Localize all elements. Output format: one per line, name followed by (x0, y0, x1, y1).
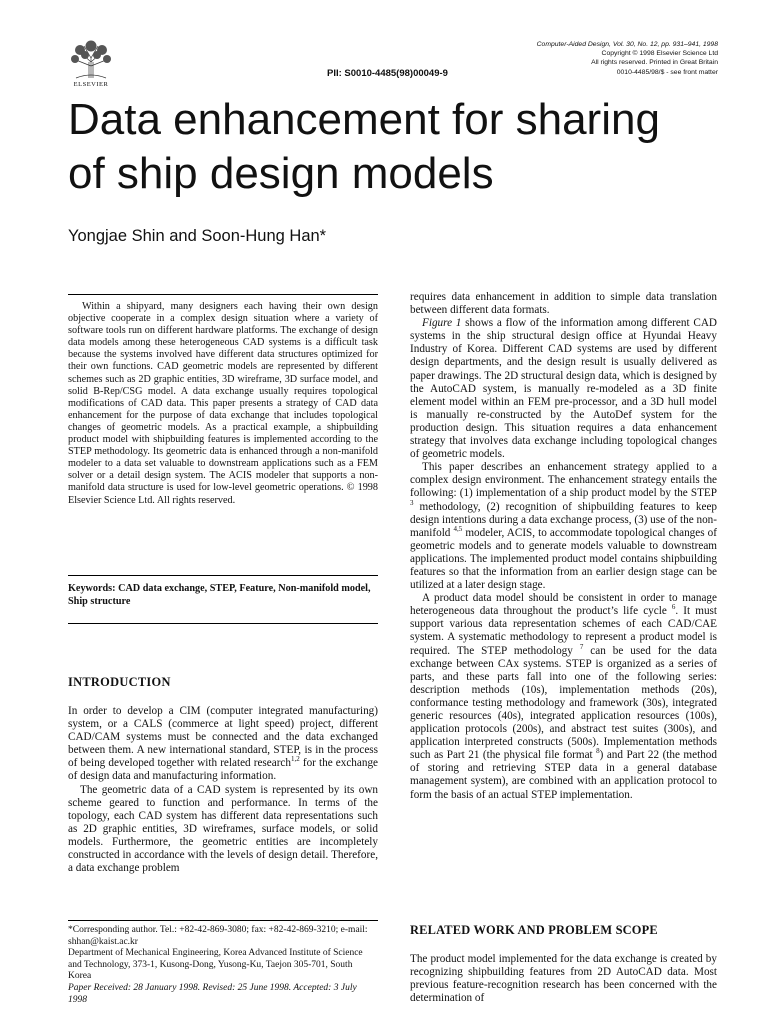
paper-title (68, 93, 728, 201)
paragraph: The geometric data of a CAD system is represented by its own scheme geared to function and performance. In terms of the topology, each CAD system has different data representations such as 2D graphic entities, 3D wireframes, surface models, or solid models. Furthermore, the geometric entities are incompletely constructed in accordance with the levels of design detail. Therefore, a data exchange problem (68, 783, 378, 875)
citation-ref: 1,2 (291, 755, 300, 764)
citation-ref: 4,5 (453, 524, 463, 533)
pii-identifier: PII: S0010-4485(98)00049-9 (327, 68, 448, 79)
affiliation-note: Department of Mechanical Engineering, Korea Advanced Institute of Science and Technology, 373-1, Kusong-Dong, Yusong-Ku, Taejon 305-701, South Korea (68, 948, 363, 982)
citation-ref: 7 (579, 642, 584, 651)
journal-line: All rights reserved. Printed in Great Britain (591, 59, 718, 67)
footnote (68, 925, 378, 1006)
paragraph: Figure 1 shows a flow of the information among different CAD systems in the ship structural design office at Hyundai Heavy Industry of Korea. Different CAD systems are used by different design departments, and the design result is usually delivered as paper drawings. The 2D structural design data, which is designed by the AutoCAD system, is manually re-modeled as a 3D finite element model within an FEM pre-processor, and a 3D hull model is manually re-constructed by the AutoDef system for the production design. This situation requires a data enhancement strategy that involves data exchange including topological changes of geometric models. (410, 317, 717, 461)
title-line: of ship design models (68, 149, 494, 198)
abstract-top-rule (68, 294, 378, 295)
publisher-logo-text: ELSEVIER (73, 81, 109, 88)
received-dates: Paper Received: 28 January 1998. Revised: 25 June 1998. Accepted: 3 July 1998 (68, 982, 357, 1005)
citation-ref: 3 (410, 498, 414, 507)
section-heading-introduction: INTRODUCTION (68, 675, 171, 689)
paragraph: In order to develop a CIM (computer integrated manufacturing) system, or a CALS (commerce at light speed) project, different CAD/CAM systems must be connected and the data exchanged between them. A new international standard, STEP, is in the process of being developed together with related research$^{1,2}$ for the exchange of design data and manufacturing information. (68, 705, 379, 783)
author-list: Yongjae Shin and Soon-Hung Han* (68, 227, 327, 245)
journal-citation (418, 40, 718, 77)
footnote-rule (68, 920, 378, 921)
figure-reference[interactable]: Figure 1 (422, 317, 462, 330)
journal-line: Computer-Aided Design, Vol. 30, No. 12, pp. 931–941, 1998 (536, 41, 718, 48)
abstract: Within a shipyard, many designers each having their own design objective cooperate in a complex design situation where a variety of software tools run on different hardware platforms. The exchange of design data models among these heterogeneous CAD systems is a difficult task because the systems involved have different data structures optimized for their own functions. CAD geometric models are represented by different schemes such as 2D graphic entities, 3D wireframe, 3D surface model, and solid B-Rep/CSG model. A data exchange usually requires topological modifications of CAD data. This paper presents a strategy of CAD data enhancement for the purpose of data exchange that includes topological changes of geometric models. As a practical example, a shipbuilding product model with shipbuilding features is implemented according to the STEP methodology. Its geometric data is enhanced through a non-manifold modeler to a data set valuable to downstream applications such as a FEM solver or a detail design system. The ACIS modeler that supports a non-manifold data structure is used for low-level geometric operations. © 1998 Elsevier Science Ltd. All rights reserved. (68, 301, 378, 506)
corresponding-author-note: *Corresponding author. Tel.: +82-42-869-3080; fax: +82-42-869-3210; e-mail: shhan@kaist.ac.kr (68, 925, 368, 947)
paragraph: A product data model should be consistent in order to manage heterogeneous data throughout the product’s life cycle $^6$. It must support various data representation schemes of each CAD/CAE system. A systematic methodology to represent a product model is required. The STEP methodology $^7$ can be used for the data exchange between CAx systems. STEP is organized as a series of parts, and these parts fall into one of the following series: description methods (10s), implementation methods (20s), conformance testing methodology and framework (30s), integrated generic resources (40s), integrated application resources (100s), application protocols (200s), and abstract test suites (300s), and application interpreted constructs (500s). Implementation methods such as Part 21 (the physical file format $^8$) and Part 22 (the method of storing and retrieving STEP data in a general database management system), are combined with an application protocol to form the basis of an actual STEP implementation. (410, 592, 718, 801)
keywords-rule (68, 623, 378, 624)
journal-line: 0010-4485/98/$ - see front matter (616, 68, 718, 76)
journal-line: Copyright © 1998 Elsevier Science Ltd (601, 50, 718, 58)
paragraph: The product model implemented for the data exchange is created by recognizing shipbuilding features from 2D AutoCAD data. Most previous feature-recognition research has been concerned with the determination of (410, 953, 717, 1005)
abstract-bottom-rule (68, 575, 378, 576)
keywords: Keywords: CAD data exchange, STEP, Feature, Non-manifold model, Ship structure (68, 583, 371, 607)
section-heading-related-work: RELATED WORK AND PROBLEM SCOPE (410, 923, 658, 937)
paragraph: This paper describes an enhancement strategy applied to a complex design environment. The enhancement strategy entails the following: (1) implementation of a ship product model by the STEP $^3$ methodology, (2) recognition of shipbuilding features to keep design intentions during a data exchange process, (3) use of the non-manifold $^{4,5}$ modeler, ACIS, to accommodate topological changes of geometric models and to generate models valuable to downstream applications. The implemented product model contains shipbuilding features so that the information from an earlier design stage can be utilized at a later design stage. (410, 461, 717, 592)
citation-ref: 8 (596, 747, 600, 756)
related-work-body (410, 953, 717, 1005)
paragraph: requires data enhancement in addition to simple data translation between different data formats. (410, 291, 717, 317)
right-column-body (410, 291, 717, 802)
title-line: Data enhancement for sharing (68, 95, 660, 144)
introduction-body (68, 705, 378, 875)
citation-ref: 6 (671, 603, 676, 612)
